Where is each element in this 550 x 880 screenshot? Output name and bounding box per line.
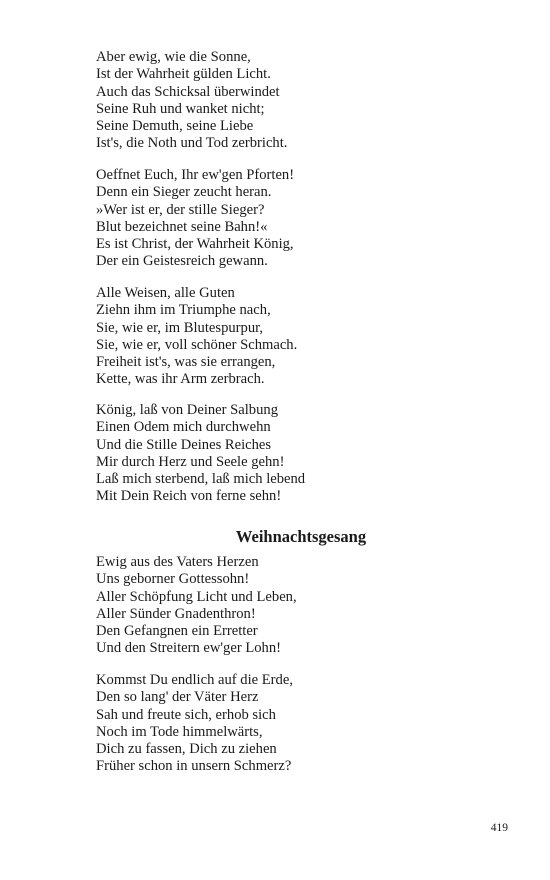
verse-line: Sie, wie er, voll schöner Schmach. (96, 336, 298, 353)
verse-line: Einen Odem mich durchwehn (96, 419, 271, 436)
verse-line: Kommst Du endlich auf die Erde, (96, 672, 293, 688)
verse-line: Der ein Geistesreich gewann. (96, 253, 268, 270)
verse-line: Noch im Tode himmelwärts, (96, 723, 263, 740)
verse-line: Auch das Schicksal überwindet (96, 83, 280, 100)
verse-line: Sie, wie er, im Blutespurpur, (96, 319, 264, 336)
verse-line: »Wer ist er, der stille Sieger? (96, 201, 265, 218)
verse-line: Den so lang' der Väter Herz (96, 689, 259, 706)
verse-line: Ist's, die Noth und Tod zerbricht. (96, 135, 288, 152)
verse-line: Aller Sünder Gnadenthron! (96, 605, 256, 622)
stanza-1 (96, 49, 287, 153)
verse-line: Und den Streitern ew'ger Lohn! (96, 640, 281, 657)
verse-line: Aber ewig, wie die Sonne, (96, 49, 251, 65)
verse-line: Seine Ruh und wanket nicht; (96, 100, 265, 117)
poem-title: Weihnachtsgesang (235, 527, 367, 546)
verse-line: Blut bezeichnet seine Bahn!« (96, 218, 268, 235)
verse-line: Ziehn ihm im Triumphe nach, (96, 302, 271, 319)
verse-line: Den Gefangnen ein Erretter (96, 623, 258, 640)
stanza-3 (96, 285, 297, 389)
stanza-4 (96, 402, 305, 506)
verse-line: Mir durch Herz und Seele gehn! (96, 453, 285, 470)
verse-line: Sah und freute sich, erhob sich (96, 706, 276, 723)
verse-line: Mit Dein Reich von ferne sehn! (96, 488, 282, 505)
stanza-6 (96, 672, 293, 776)
verse-line: Es ist Christ, der Wahrheit König, (96, 236, 294, 253)
verse-line: Uns geborner Gottessohn! (96, 571, 250, 588)
page-number: 419 (490, 822, 508, 834)
stanza-2 (96, 167, 294, 271)
verse-line: Oeffnet Euch, Ihr ew'gen Pforten! (96, 167, 295, 183)
verse-line: Ist der Wahrheit gülden Licht. (96, 66, 271, 83)
verse-line: Ewig aus des Vaters Herzen (96, 554, 259, 570)
verse-line: Laß mich sterbend, laß mich lebend (96, 471, 306, 488)
verse-line: Alle Weisen, alle Guten (96, 285, 235, 301)
stanza-5 (96, 554, 297, 658)
verse-line: Kette, was ihr Arm zerbrach. (96, 371, 265, 388)
verse-line: Denn ein Sieger zeucht heran. (96, 184, 272, 201)
verse-line: König, laß von Deiner Salbung (96, 402, 278, 418)
verse-line: Früher schon in unsern Schmerz? (96, 758, 292, 775)
verse-line: Seine Demuth, seine Liebe (96, 118, 254, 135)
verse-line: Aller Schöpfung Licht und Leben, (96, 588, 297, 605)
verse-line: Dich zu fassen, Dich zu ziehen (96, 741, 277, 758)
verse-line: Und die Stille Deines Reiches (96, 436, 272, 453)
verse-line: Freiheit ist's, was sie errangen, (96, 354, 276, 371)
